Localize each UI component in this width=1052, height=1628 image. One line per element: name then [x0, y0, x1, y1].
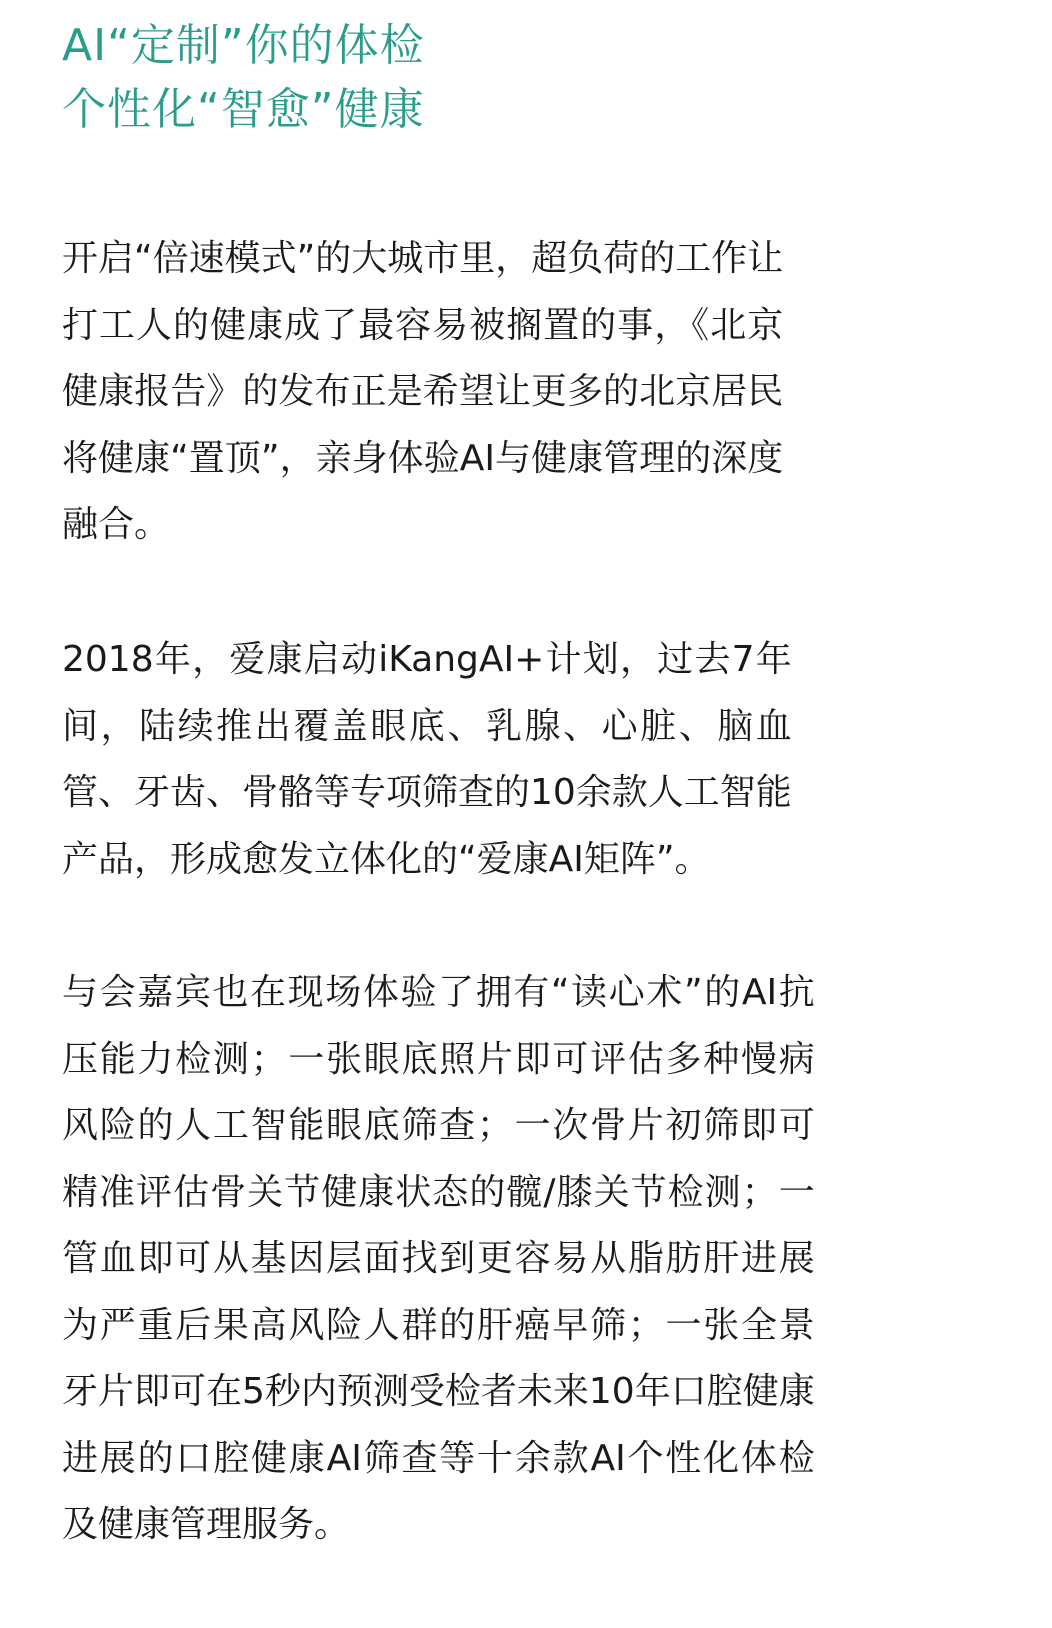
- paragraph-line: 及健康管理服务。: [62, 1504, 351, 1545]
- paragraph-line: 融合。: [62, 504, 171, 545]
- paragraph-line: 牙片即可在5秒内预测受检者未来10年口腔健康: [62, 1371, 815, 1412]
- paragraph-line: 风险的人工智能眼底筛查；一次骨片初筛即可: [62, 1105, 815, 1146]
- paragraph-line: 精准评估骨关节健康状态的髋/膝关节检测；一: [62, 1171, 815, 1213]
- paragraph-line: 管、牙齿、骨骼等专项筛查的10余款人工智能: [62, 772, 792, 813]
- paragraph-ikang-ai-plan: [62, 627, 792, 893]
- paragraph-line: 将健康“置顶”，亲身体验AI与健康管理的深度: [62, 437, 784, 479]
- paragraph-line: 间，陆续推出覆盖眼底、乳腺、心脏、脑血: [62, 705, 792, 747]
- paragraph-line: 健康报告》的发布正是希望让更多的北京居民: [62, 371, 784, 412]
- paragraph-line: 开启“倍速模式”的大城市里，超负荷的工作让: [62, 238, 784, 279]
- paragraph-line: 产品，形成愈发立体化的“爱康AI矩阵”。: [62, 838, 711, 880]
- heading-line: 个性化“智愈”健康: [62, 84, 425, 135]
- article: [62, 0, 962, 1545]
- heading-line: AI“定制”你的体检: [62, 20, 425, 71]
- paragraph-line: 与会嘉宾也在现场体验了拥有“读心术”的AI抗: [62, 972, 815, 1013]
- paragraph-line: 打工人的健康成了最容易被搁置的事，《北京: [62, 304, 784, 346]
- paragraph-line: 进展的口腔健康AI筛查等十余款AI个性化体检: [62, 1437, 815, 1479]
- paragraph-line: 2018年，爱康启动iKangAI+计划，过去7年: [62, 639, 792, 680]
- paragraph-intro: [62, 226, 783, 559]
- paragraph-line: 压能力检测；一张眼底照片即可评估多种慢病: [62, 1038, 815, 1080]
- paragraph-line: 管血即可从基因层面找到更容易从脂肪肝进展: [62, 1238, 815, 1279]
- paragraph-ai-services: [62, 960, 815, 1559]
- article-heading: [62, 0, 962, 142]
- paragraph-line: 为严重后果高风险人群的肝癌早筛；一张全景: [62, 1304, 815, 1346]
